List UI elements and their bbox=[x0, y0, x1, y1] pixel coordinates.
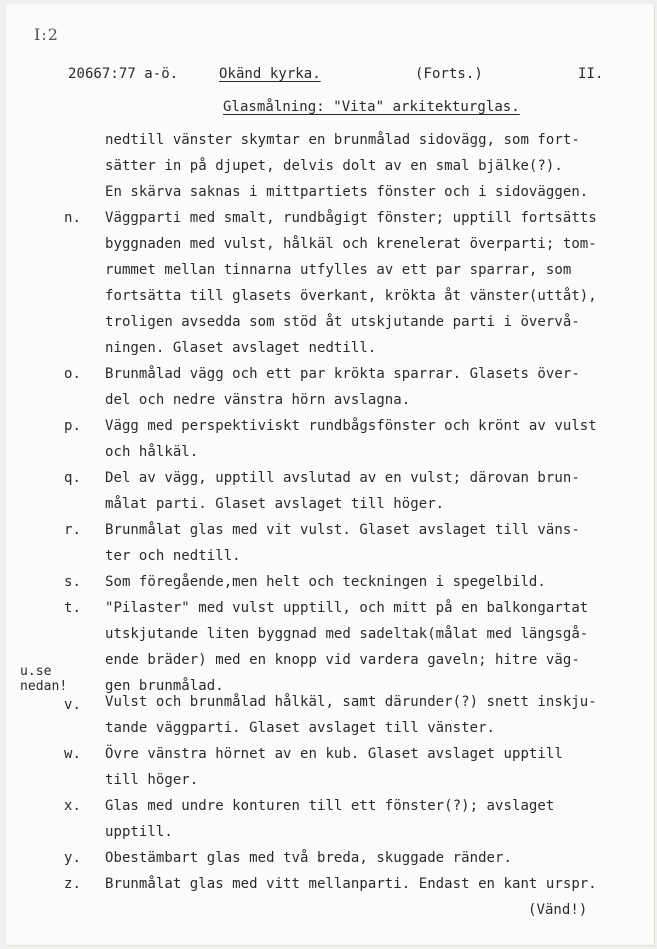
entry-line: Del av vägg, upptill avslutad av en vulst; därovan brun- bbox=[105, 470, 580, 486]
entry-line: Väggparti med smalt, rundbågigt fönster; upptill fortsätts bbox=[105, 210, 597, 226]
entry-letter: x. bbox=[64, 798, 81, 814]
entry-letter: y. bbox=[64, 850, 81, 866]
entry-line: Vulst och brunmålad hålkäl, samt därunder(?) snett inskju- bbox=[105, 694, 597, 710]
entry-letter: o. bbox=[64, 366, 81, 382]
entry-line: rummet mellan tinnarna utfylles av ett par sparrar, som bbox=[105, 262, 572, 278]
entry-letter: p. bbox=[64, 418, 81, 434]
entry-line: gen brunmålad. bbox=[105, 678, 224, 694]
entry-line: Vägg med perspektiviskt rundbågsfönster och krönt av vulst bbox=[105, 418, 597, 434]
intro-line: sätter in på djupet, delvis dolt av en smal bjälke(?). bbox=[105, 158, 563, 174]
continuation-label: (Forts.) bbox=[415, 66, 483, 82]
entry-letter: r. bbox=[64, 522, 81, 538]
intro-line: En skärva saknas i mittpartiets fönster och i sidoväggen. bbox=[105, 184, 589, 200]
entry-letter: v. bbox=[64, 697, 81, 713]
entry-line: Brunmålat glas med vit vulst. Glaset avslaget till väns- bbox=[105, 522, 580, 538]
entry-line: Som föregående,men helt och teckningen i spegelbild. bbox=[105, 574, 546, 590]
margin-note-line: nedan! bbox=[20, 679, 68, 694]
entry-line: och hålkäl. bbox=[105, 444, 199, 460]
handwritten-corner-note: I:2 bbox=[34, 25, 59, 44]
entry-line: Obestämbart glas med två breda, skuggade ränder. bbox=[105, 850, 512, 866]
entry-line: Brunmålad vägg och ett par krökta sparrar. Glasets över- bbox=[105, 366, 580, 382]
location-title: Okänd kyrka. bbox=[219, 66, 321, 82]
entry-line: utskjutande liten byggnad med sadeltak(målat med längsgå- bbox=[105, 626, 589, 642]
entry-letter: s. bbox=[64, 574, 81, 590]
entry-line: målat parti. Glaset avslaget till höger. bbox=[105, 496, 445, 512]
entry-letter: q. bbox=[64, 470, 81, 486]
entry-line: troligen avsedda som stöd åt utskjutande parti i övervå- bbox=[105, 314, 580, 330]
subject-heading: Glasmålning: "Vita" arkitekturglas. bbox=[223, 99, 520, 115]
turn-over-note: (Vänd!) bbox=[528, 902, 588, 918]
entry-letter: w. bbox=[64, 746, 81, 762]
page-number: II. bbox=[578, 66, 604, 82]
entry-line: upptill. bbox=[105, 824, 173, 840]
entry-letter: z. bbox=[64, 876, 81, 892]
typed-document-page bbox=[6, 4, 655, 946]
margin-note-line: u.se bbox=[20, 664, 52, 679]
entry-line: fortsätta till glasets överkant, krökta åt vänster(uttåt), bbox=[105, 288, 597, 304]
intro-line: nedtill vänster skymtar en brunmålad sidovägg, som fort- bbox=[105, 132, 580, 148]
entry-line: byggnaden med vulst, hålkäl och krenelerat överparti; tom- bbox=[105, 236, 597, 252]
entry-line: Brunmålat glas med vitt mellanparti. Endast en kant urspr. bbox=[105, 876, 597, 892]
entry-line: Övre vänstra hörnet av en kub. Glaset avslaget upptill bbox=[105, 746, 563, 762]
entry-line: tande väggparti. Glaset avslaget till vänster. bbox=[105, 720, 496, 736]
entry-letter: n. bbox=[64, 210, 81, 226]
entry-line: Glas med undre konturen till ett fönster(?); avslaget bbox=[105, 798, 555, 814]
entry-line: del och nedre vänstra hörn avslagna. bbox=[105, 392, 411, 408]
entry-line: till höger. bbox=[105, 772, 199, 788]
entry-line: ende bräder) med en knopp vid vardera gaveln; hitre väg- bbox=[105, 652, 580, 668]
catalog-number: 20667:77 a-ö. bbox=[68, 66, 179, 82]
entry-letter: t. bbox=[64, 600, 81, 616]
entry-line: ter och nedtill. bbox=[105, 548, 241, 564]
entry-line: ningen. Glaset avslaget nedtill. bbox=[105, 340, 377, 356]
entry-line: "Pilaster" med vulst upptill, och mitt på en balkongartat bbox=[105, 600, 589, 616]
